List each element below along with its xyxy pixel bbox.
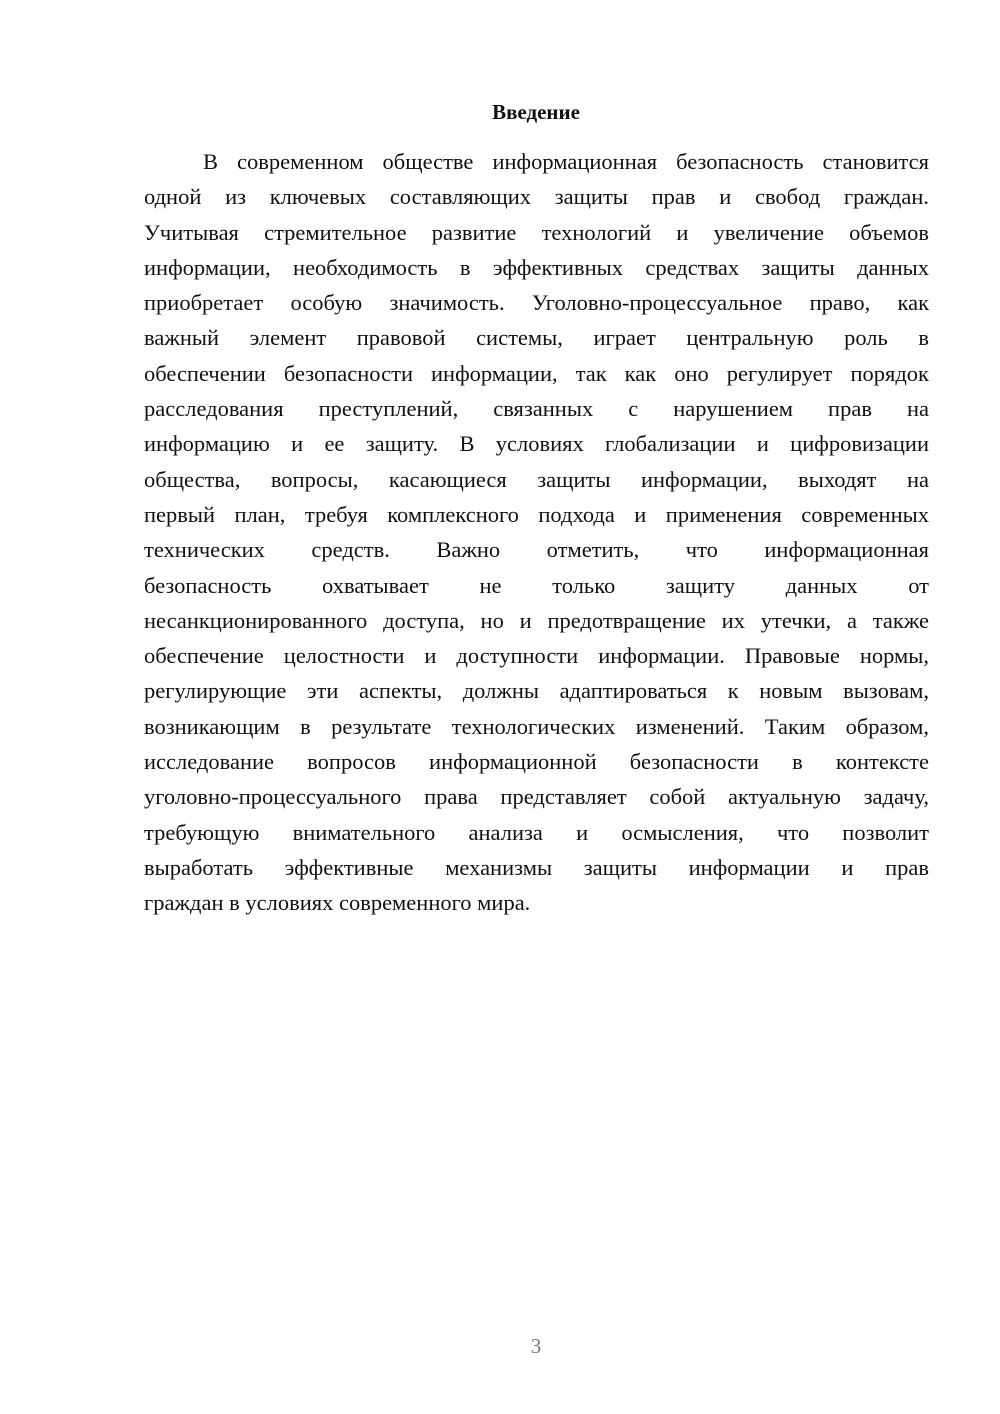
paragraph-line: исследование вопросов информационной безопасности в контексте <box>144 749 929 775</box>
page-number: 3 <box>530 1334 542 1358</box>
paragraph-line: В современном обществе информационная безопасность становится <box>203 149 929 174</box>
paragraph-line: первый план, требуя комплексного подхода и применения современных <box>144 501 929 527</box>
paragraph-line: расследования преступлений, связанных с нарушением прав на <box>144 396 929 422</box>
paragraph-line: Учитывая стремительное развитие технологий и увеличение объемов <box>144 219 929 245</box>
paragraph-line: регулирующие эти аспекты, должны адаптироваться к новым вызовам, <box>144 678 929 704</box>
paragraph-line: информацию и ее защиту. В условиях глобализации и цифровизации <box>144 431 929 457</box>
paragraph-line: требующую внимательного анализа и осмысления, что позволит <box>144 819 929 845</box>
intro-paragraph <box>144 144 929 921</box>
paragraph-line: важный элемент правовой системы, играет центральную роль в <box>144 325 929 351</box>
paragraph-line: возникающим в результате технологических изменений. Таким образом, <box>144 713 929 739</box>
paragraph-line: одной из ключевых составляющих защиты прав и свобод граждан. <box>144 184 929 210</box>
paragraph-line: безопасность охватывает не только защиту данных от <box>144 572 929 598</box>
paragraph-line: выработать эффективные механизмы защиты информации и прав <box>144 854 929 880</box>
paragraph-line: технических средств. Важно отметить, что информационная <box>144 537 929 563</box>
paragraph-line: обеспечение целостности и доступности информации. Правовые нормы, <box>144 643 929 669</box>
paragraph-line: информации, необходимость в эффективных средствах защиты данных <box>144 254 929 280</box>
paragraph-line: обеспечении безопасности информации, так как оно регулирует порядок <box>144 360 929 386</box>
paragraph-line: общества, вопросы, касающиеся защиты информации, выходят на <box>144 466 929 492</box>
paragraph-line: несанкционированного доступа, но и предотвращение их утечки, а также <box>144 607 929 633</box>
paragraph-line: граждан в условиях современного мира. <box>144 890 531 916</box>
paragraph-line: приобретает особую значимость. Уголовно-процессуальное право, как <box>144 290 929 316</box>
page-title: Введение <box>492 100 580 124</box>
paragraph-line: уголовно-процессуального права представляет собой актуальную задачу, <box>144 784 929 810</box>
